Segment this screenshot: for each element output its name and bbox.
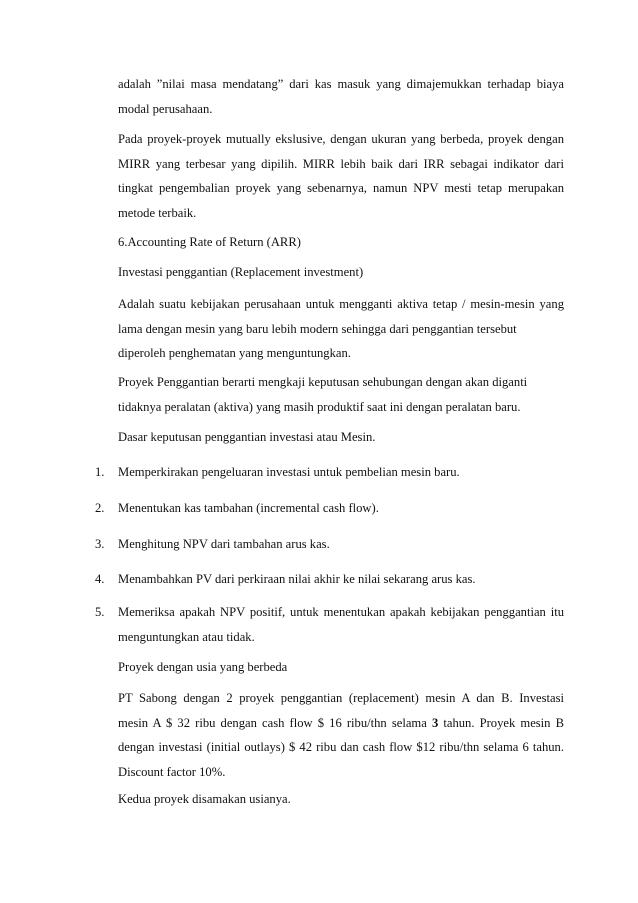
list-number: 4. [95, 572, 105, 586]
text-line: Investasi penggantian (Replacement investment) [118, 265, 364, 279]
bold-value: 3 [431, 715, 439, 730]
text-line: diperoleh penghematan yang menguntungkan. [118, 346, 351, 361]
text-line: MIRR yang terbesar yang dipilih. MIRR lebih baik dari IRR sebagai indikator dari [118, 156, 564, 171]
text-line: Memperkirakan pengeluaran investasi untuk pembelian mesin baru. [118, 465, 460, 479]
text-line: lama dengan mesin yang baru lebih modern sehingga dari penggantian tersebut [118, 321, 517, 336]
heading-different-lifespan [118, 655, 564, 680]
text-fragment: mesin A $ 32 ribu dengan cash flow $ 16 ribu/thn selama [118, 715, 432, 730]
paragraph-irr-intro [118, 72, 564, 121]
text-line: metode terbaik. [118, 205, 197, 220]
list-number: 2. [95, 501, 105, 515]
text-line: menguntungkan atau tidak. [118, 629, 255, 644]
text-line: tingkat pengembalian proyek yang sebenarnya, namun NPV mesti tetap merupakan [118, 181, 564, 196]
list-number: 3. [95, 537, 105, 551]
text-line: 6.Accounting Rate of Return (ARR) [118, 235, 301, 249]
paragraph-equalize-lifespan [118, 787, 564, 812]
heading-decision-basis [118, 425, 564, 450]
heading-replacement-investment [118, 260, 564, 285]
paragraph-replacement-project [118, 370, 564, 419]
paragraph-replacement-definition [118, 292, 564, 366]
text-line: Dasar keputusan penggantian investasi atau Mesin. [118, 430, 376, 444]
text-fragment: tahun. Proyek mesin B [438, 715, 564, 730]
text-line: Memeriksa apakah NPV positif, untuk menentukan apakah kebijakan penggantian itu [118, 605, 564, 619]
text-line: PT Sabong dengan 2 proyek penggantian (replacement) mesin A dan B. Investasi [118, 691, 564, 705]
heading-arr [118, 230, 564, 255]
text-line: modal perusahaan. [118, 101, 213, 116]
paragraph-mirr [118, 127, 564, 225]
text-line: tidaknya peralatan (aktiva) yang masih produktif saat ini dengan peralatan baru. [118, 399, 521, 414]
text-line: dengan investasi (initial outlays) $ 42 ribu dan cash flow $12 ribu/thn selama 6 tahun. [118, 740, 564, 755]
text-line: Kedua proyek disamakan usianya. [118, 792, 291, 806]
text-line: Adalah suatu kebijakan perusahaan untuk mengganti aktiva tetap / mesin-mesin yang [118, 297, 564, 311]
text-line: Menambahkan PV dari perkiraan nilai akhir ke nilai sekarang arus kas. [118, 572, 476, 586]
text-line: Proyek dengan usia yang berbeda [118, 660, 288, 674]
list-number: 5. [95, 605, 105, 619]
text-line: Discount factor 10%. [118, 764, 226, 779]
list-number: 1. [95, 465, 105, 479]
paragraph-pt-sabong-case [118, 686, 564, 784]
text-line: Menghitung NPV dari tambahan arus kas. [118, 537, 330, 551]
text-line: Pada proyek-proyek mutually ekslusive, dengan ukuran yang berbeda, proyek dengan [118, 132, 564, 146]
text-line [118, 711, 564, 736]
text-line: Menentukan kas tambahan (incremental cash flow). [118, 501, 379, 515]
text-line: adalah ”nilai masa mendatang” dari kas masuk yang dimajemukkan terhadap biaya [118, 77, 564, 91]
text-line: Proyek Penggantian berarti mengkaji keputusan sehubungan dengan akan diganti [118, 375, 528, 389]
